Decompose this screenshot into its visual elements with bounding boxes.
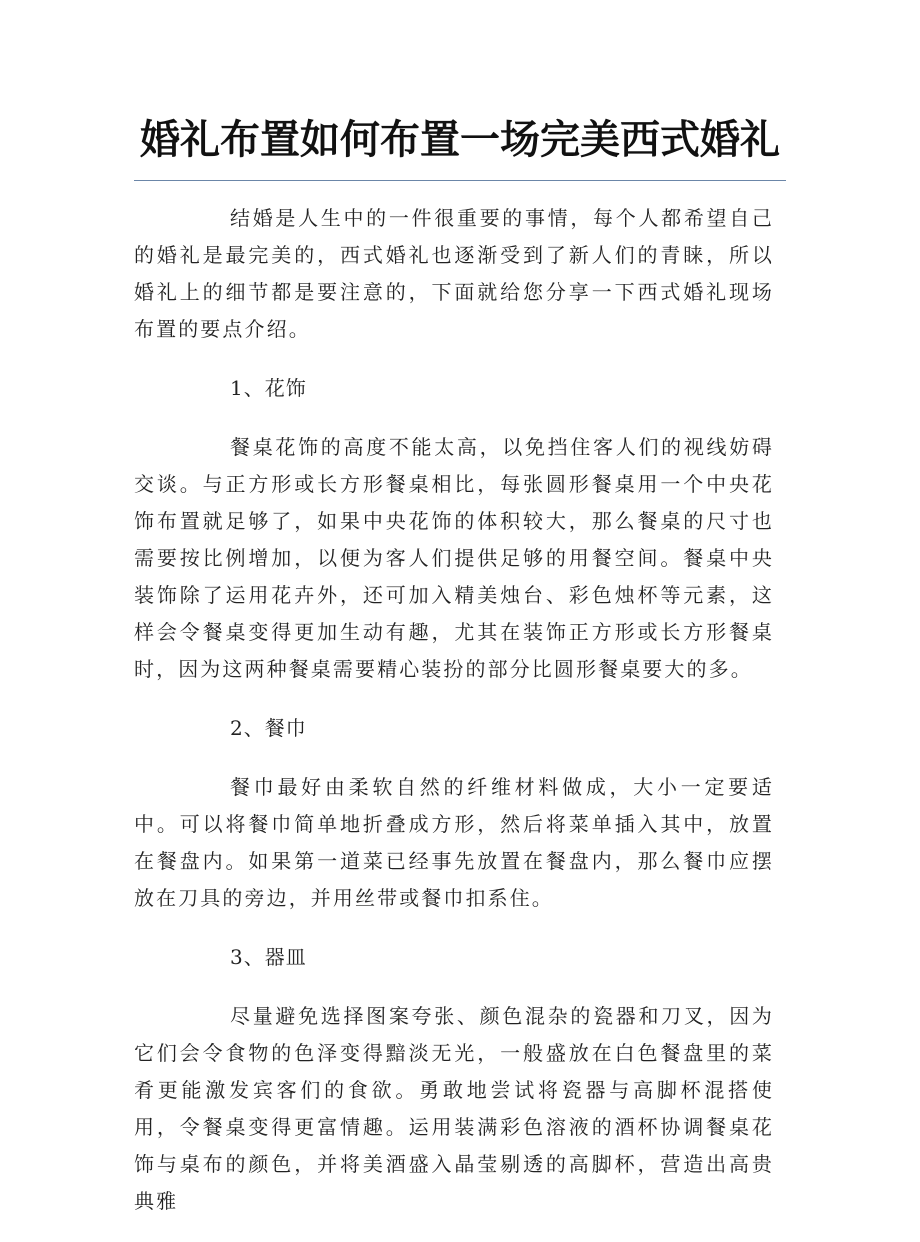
section-heading-napkins: 2、餐巾 xyxy=(230,716,307,740)
section-text-flowers: 餐桌花饰的高度不能太高，以免挡住客人们的视线妨碍交谈。与正方形或长方形餐桌相比，每张圆形餐桌用一个中央花饰布置就足够了，如果中央花饰的体积较大，那么餐桌的尺寸也需要按比例增加，以便为客人们提供足够的用餐空间。餐桌中央装饰除了运用花卉外，还可加入精美烛台、彩色烛杯等元素，这样会令餐桌变得更加生动有趣，尤其在装饰正方形或长方形餐桌时，因为这两种餐桌需要精心装扮的部分比圆形餐桌要大的多。 xyxy=(134,435,774,681)
section-text-napkins: 餐巾最好由柔软自然的纤维材料做成，大小一定要适中。可以将餐巾简单地折叠成方形，然后将菜单插入其中，放置在餐盘内。如果第一道菜已经事先放置在餐盘内，那么餐巾应摆放在刀具的旁边，并用丝带或餐巾扣系住。 xyxy=(134,775,774,910)
title-divider xyxy=(134,180,786,181)
intro-paragraph: 结婚是人生中的一件很重要的事情，每个人都希望自己的婚礼是最完美的，西式婚礼也逐渐受到了新人们的青睐，所以婚礼上的细节都是要注意的，下面就给您分享一下西式婚礼现场布置的要点介绍。 xyxy=(134,206,774,341)
section-heading-tableware: 3、器皿 xyxy=(230,945,307,969)
document-title: 婚礼布置如何布置一场完美西式婚礼 xyxy=(140,117,780,163)
section-text-tableware: 尽量避免选择图案夸张、颜色混杂的瓷器和刀叉，因为它们会令食物的色泽变得黯淡无光，一般盛放在白色餐盘里的菜肴更能激发宾客们的食欲。勇敢地尝试将瓷器与高脚杯混搭使用，令餐桌变得更富情趣。运用装满彩色溶液的酒杯协调餐桌花饰与桌布的颜色，并将美酒盛入晶莹剔透的高脚杯，营造出高贵典雅 xyxy=(134,1004,774,1213)
section-heading-flowers: 1、花饰 xyxy=(230,376,307,400)
document-body xyxy=(134,200,774,1242)
